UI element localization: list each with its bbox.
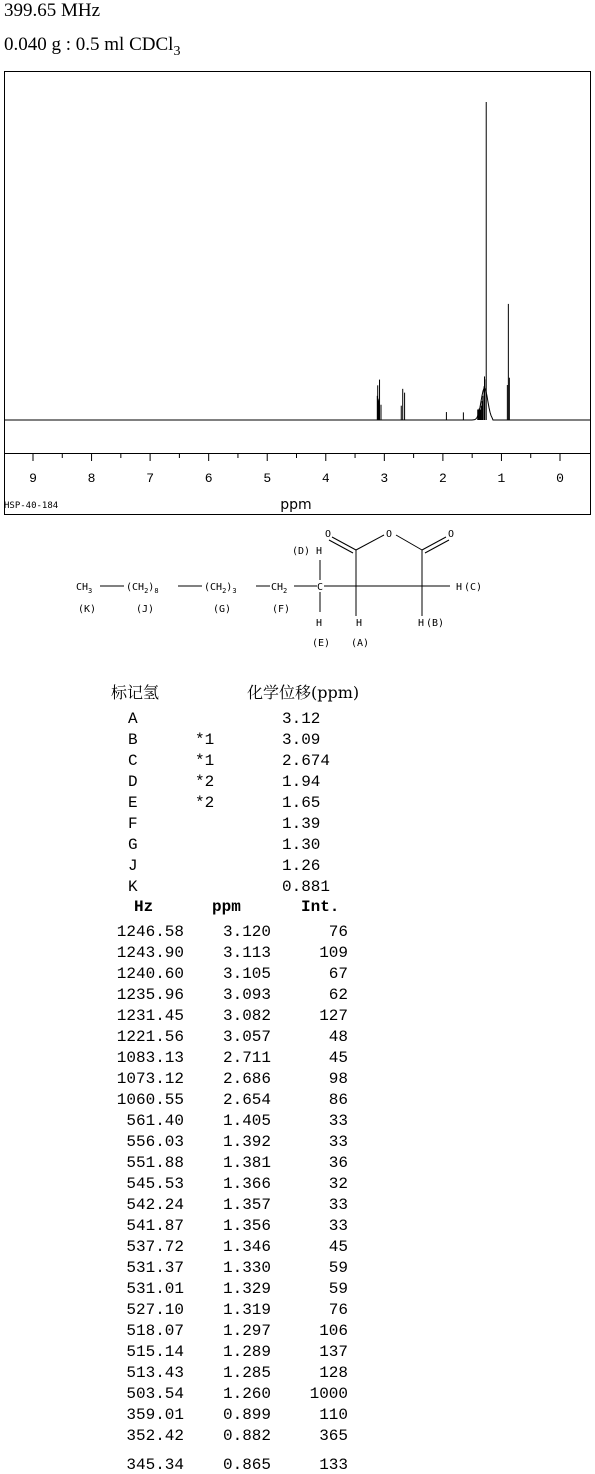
peak-row-ppm: 3.093 <box>222 986 271 1004</box>
x-tick-label: 1 <box>497 471 506 486</box>
shift-row-value: 1.39 <box>282 815 321 833</box>
peak-row-hz: 359.01 <box>126 1406 184 1424</box>
ch2-subscript: 2 <box>222 587 227 595</box>
hydrogen-b: H <box>418 618 425 629</box>
shift-row-note: *1 <box>195 731 215 749</box>
group-label-j: (J) <box>136 604 155 615</box>
bond <box>396 535 422 550</box>
peak-row-int: 128 <box>319 1364 348 1382</box>
peak-row-hz: 1235.96 <box>116 986 184 1004</box>
peak-row-ppm: 3.120 <box>222 923 271 941</box>
shift-row-value: 1.65 <box>282 794 321 812</box>
peak-row-ppm: 0.865 <box>222 1456 271 1474</box>
shift-row-label: F <box>128 815 138 833</box>
repeat-count-8: 8 <box>154 587 159 595</box>
peak-row-ppm: 1.392 <box>222 1133 271 1151</box>
peak-row-hz: 542.24 <box>126 1196 184 1214</box>
peak-row-hz: 345.34 <box>126 1456 184 1474</box>
spectrum-baseline <box>5 388 590 420</box>
peak-row-int: 62 <box>328 986 348 1004</box>
shift-row-label: C <box>128 752 138 770</box>
shift-row-label: K <box>128 878 138 896</box>
sample-concentration <box>4 34 180 60</box>
peak-row-ppm: 1.357 <box>222 1196 271 1214</box>
peak-row-int: 76 <box>328 923 348 941</box>
peak-row-ppm: 1.319 <box>222 1301 271 1319</box>
peak-row-ppm: 3.105 <box>222 965 271 983</box>
x-tick-label: 8 <box>87 471 96 486</box>
ch3-group <box>76 582 92 595</box>
plot-frame <box>5 72 591 515</box>
carbonyl-oxygen-right: O <box>448 529 455 540</box>
peak-row-int: 133 <box>319 1456 348 1474</box>
peak-row-int: 33 <box>328 1133 348 1151</box>
peak-row-ppm: 3.082 <box>222 1007 271 1025</box>
h-label-a: (A) <box>351 638 370 649</box>
peak-row-int: 365 <box>319 1427 348 1445</box>
ch2-text: CH <box>271 582 284 593</box>
shift-row-value: 3.12 <box>282 710 321 728</box>
x-tick-label: 9 <box>29 471 37 486</box>
ch3-text: CH <box>76 582 89 593</box>
x-tick-label: 4 <box>321 471 330 486</box>
peak-row-int: 36 <box>328 1154 348 1172</box>
shift-row-label: A <box>128 710 138 728</box>
peak-row-int: 32 <box>328 1175 348 1193</box>
peak-row-int: 98 <box>328 1070 348 1088</box>
peak-row-hz: 518.07 <box>126 1322 184 1340</box>
peak-row-int: 109 <box>319 944 348 962</box>
peak-row-ppm: 1.405 <box>222 1112 271 1130</box>
peak-row-hz: 537.72 <box>126 1238 184 1256</box>
group-label-k: (K) <box>78 604 97 615</box>
peak-row-ppm: 2.686 <box>222 1070 271 1088</box>
hydrogen-c: H <box>456 582 463 593</box>
sample-subscript: 3 <box>173 43 181 59</box>
peak-row-hz: 1240.60 <box>116 965 184 983</box>
shift-row-label: B <box>128 731 138 749</box>
peak-row-hz: 1083.13 <box>116 1049 184 1067</box>
peak-table-header-hz: Hz <box>134 898 154 916</box>
peak-row-ppm: 0.882 <box>222 1427 271 1445</box>
peak-row-int: 76 <box>328 1301 348 1319</box>
ch2-subscript: 2 <box>144 587 149 595</box>
peak-row-ppm: 1.297 <box>222 1322 271 1340</box>
molecular-structure <box>60 520 500 660</box>
ring-oxygen: O <box>386 529 393 540</box>
x-axis-label: ppm <box>280 497 312 513</box>
peak-row-hz: 1246.58 <box>116 923 184 941</box>
peak-row-hz: 545.53 <box>126 1175 184 1193</box>
carbon-atom: C <box>317 582 324 593</box>
x-tick-label: 7 <box>146 471 155 486</box>
ch2-group-j: $(CH_2)_8$ <box>126 582 159 595</box>
peak-row-int: 137 <box>319 1343 348 1361</box>
ch3-subscript: 3 <box>88 587 93 595</box>
shift-row-value: 1.26 <box>282 857 321 875</box>
peak-row-ppm: 1.329 <box>222 1280 271 1298</box>
spectrometer-frequency: 399.65 MHz <box>4 0 101 21</box>
peak-row-int: 33 <box>328 1196 348 1214</box>
x-tick-label: 0 <box>556 471 564 486</box>
shift-row-value: 2.674 <box>282 752 331 770</box>
peak-row-int: 127 <box>319 1007 348 1025</box>
h-label-e: (E) <box>312 638 331 649</box>
peak-row-ppm: 1.356 <box>222 1217 271 1235</box>
peak-row-int: 59 <box>328 1259 348 1277</box>
hydrogen-a: H <box>356 618 363 629</box>
hydrogen-e: H <box>316 618 323 629</box>
shift-row-value: 1.94 <box>282 773 321 791</box>
peak-row-ppm: 3.057 <box>222 1028 271 1046</box>
shift-row-value: 1.30 <box>282 836 321 854</box>
carbonyl-oxygen-left: O <box>325 529 332 540</box>
shift-row-value: 3.09 <box>282 731 321 749</box>
x-tick-label: 2 <box>438 471 447 486</box>
peak-row-hz: 352.42 <box>126 1427 184 1445</box>
peak-row-ppm: 1.346 <box>222 1238 271 1256</box>
shift-row-note: *1 <box>195 752 215 770</box>
peak-row-int: 1000 <box>309 1385 348 1403</box>
peak-row-int: 45 <box>328 1049 348 1067</box>
peak-row-ppm: 1.330 <box>222 1259 271 1277</box>
repeat-count-3: 3 <box>232 587 237 595</box>
peak-row-hz: 1060.55 <box>116 1091 184 1109</box>
peak-row-ppm: 2.654 <box>222 1091 271 1109</box>
peak-row-int: 110 <box>319 1406 348 1424</box>
bond <box>356 535 384 550</box>
shift-table-header-label: 标记氢 <box>111 683 160 702</box>
peak-row-hz: 527.10 <box>126 1301 184 1319</box>
shift-table-header-shift: 化学位移(ppm) <box>247 683 360 702</box>
h-label-c: (C) <box>464 582 483 593</box>
peak-table-header-ppm: ppm <box>212 898 241 916</box>
peak-row-hz: 531.01 <box>126 1280 184 1298</box>
peak-row-int: 59 <box>328 1280 348 1298</box>
group-label-f: (F) <box>272 604 291 615</box>
peak-row-hz: 1231.45 <box>116 1007 184 1025</box>
peak-row-ppm: 3.113 <box>222 944 271 962</box>
peak-row-hz: 503.54 <box>126 1385 184 1403</box>
shift-row-note: *2 <box>195 794 215 812</box>
peak-row-hz: 531.37 <box>126 1259 184 1277</box>
peak-row-hz: 513.43 <box>126 1364 184 1382</box>
ch2-subscript: 2 <box>283 587 288 595</box>
peak-row-hz: 561.40 <box>126 1112 184 1130</box>
shift-row-note: *2 <box>195 773 215 791</box>
shift-row-label: G <box>128 836 138 854</box>
hydrogen-d: H <box>316 546 323 557</box>
peak-row-ppm: 0.899 <box>222 1406 271 1424</box>
peak-table-header-int: Int. <box>301 898 340 916</box>
peak-row-hz: 515.14 <box>126 1343 184 1361</box>
group-label-g: (G) <box>213 604 232 615</box>
sample-concentration-text: 0.040 g : 0.5 ml CDCl <box>4 34 174 55</box>
peak-row-int: 33 <box>328 1112 348 1130</box>
spectrum-id: HSP-40-184 <box>4 501 59 511</box>
ch2-text: CH <box>210 582 223 593</box>
shift-row-label: E <box>128 794 138 812</box>
x-tick-label: 6 <box>204 471 213 486</box>
peak-row-ppm: 1.366 <box>222 1175 271 1193</box>
ch2-text: CH <box>132 582 145 593</box>
h-label-b: (B) <box>426 618 445 629</box>
shift-row-label: J <box>128 857 138 875</box>
x-tick-label: 5 <box>263 471 272 486</box>
peak-row-hz: 551.88 <box>126 1154 184 1172</box>
peak-row-int: 45 <box>328 1238 348 1256</box>
peak-row-ppm: 1.260 <box>222 1385 271 1403</box>
shift-row-label: D <box>128 773 138 791</box>
peak-row-hz: 1073.12 <box>116 1070 184 1088</box>
ch2-group-f <box>271 582 287 595</box>
peak-row-int: 106 <box>319 1322 348 1340</box>
peak-row-int: 67 <box>328 965 348 983</box>
peak-row-hz: 1243.90 <box>116 944 184 962</box>
peak-row-hz: 541.87 <box>126 1217 184 1235</box>
peak-row-ppm: 1.285 <box>222 1364 271 1382</box>
x-tick-label: 3 <box>380 471 389 486</box>
ch2-group-g: $(CH_2)_3$ <box>204 582 237 595</box>
peak-row-ppm: 1.381 <box>222 1154 271 1172</box>
peak-row-hz: 556.03 <box>126 1133 184 1151</box>
shift-row-value: 0.881 <box>282 878 331 896</box>
peak-row-hz: 1221.56 <box>116 1028 184 1046</box>
peak-row-ppm: 2.711 <box>222 1049 271 1067</box>
peak-row-int: 86 <box>328 1091 348 1109</box>
peak-row-int: 33 <box>328 1217 348 1235</box>
peak-row-ppm: 1.289 <box>222 1343 271 1361</box>
h-label-d: (D) <box>292 546 311 557</box>
peak-row-int: 48 <box>328 1028 348 1046</box>
